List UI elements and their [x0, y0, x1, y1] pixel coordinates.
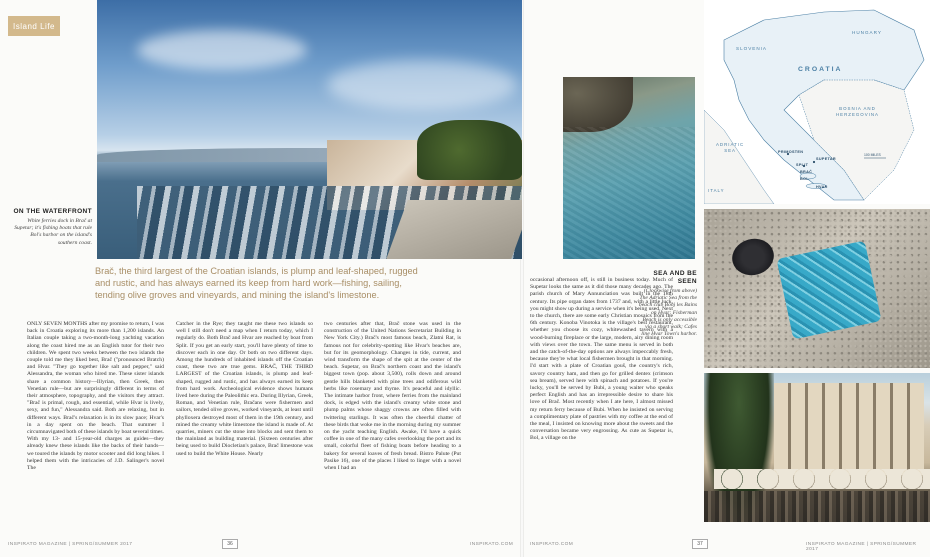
article-column-1	[27, 321, 164, 526]
map-town-split: SPLIT	[796, 163, 809, 167]
section-badge: Island Life	[8, 16, 60, 36]
map-label-bosnia-line2: HERZEGOVINA	[836, 112, 879, 117]
map-town-supetar: SUPETAR	[816, 157, 836, 161]
map-town-hvar: HVAR	[816, 185, 828, 189]
page-number-left: 36	[222, 539, 238, 549]
swim-cap	[728, 234, 778, 280]
map-graphic	[704, 0, 930, 204]
map-label-adriatic	[716, 142, 744, 154]
beach-photo	[704, 209, 930, 368]
article-column-3	[324, 321, 461, 526]
pull-quote: Brač, the third largest of the Croatian islands, is plump and leaf-shaped, rugged and rustic, and has always earned its keep from hard work—fishing, sailing, tending olive groves and vineyards, and mining the island's limestone.	[95, 266, 418, 300]
cafe-umbrellas	[714, 469, 930, 489]
harbor-photo	[97, 0, 522, 259]
footer-left: INSPIRATO MAGAZINE | SPRING/SUMMER 2017	[8, 542, 133, 547]
pier	[386, 200, 522, 259]
map-label-bosnia-line1: BOSNIA AND	[839, 106, 876, 111]
map-town-brac: BRAČ	[800, 170, 813, 174]
harbor-cafe-photo	[704, 373, 930, 522]
beach-caption	[637, 270, 697, 338]
supetar-dot	[813, 161, 815, 163]
trees	[417, 120, 522, 180]
coast-photo	[563, 77, 695, 259]
caption-body: White ferries dock in Brač at Supetar; it's fishing boats that rule Bol's harbor on the island's southern coast.	[14, 218, 92, 246]
map-label-slovenia: SLOVENIA	[736, 46, 767, 51]
map-label-bosnia	[836, 106, 879, 118]
page-number-right: 37	[692, 539, 708, 549]
building-facade	[774, 383, 924, 475]
map-label-italy: ITALY	[708, 188, 725, 193]
swim-trunks	[776, 241, 881, 340]
map-scale-label: 100 MILES	[864, 153, 881, 157]
croatia-map	[704, 0, 930, 204]
footer-left-site: INSPIRATO.COM	[470, 542, 514, 547]
column-text: ONLY SEVEN MONTHS after my promise to return, I was back in Croatia exploring its more than 1,200 islands. An Italian couple taking a two-month-long yachting vacation along the coast hired me as an English tutor for their two children. We spent two weeks between the two islands the couple told me they liked best, Brač ("pronounced Bratch) and Hvar. "They go together like salt and pepper," said Alessandra, the woman who hired me. These sister islands share a common history—Illyrian, then Greek, then Venetian rule—but are surprisingly different in terms of their atmosphere, topography, and the visitors they attract. "Brač is primal, rough, and essential, while Hvar is lively, sexy, and fun," Alessandra said. Both are relaxing, but in different ways. Brač's relaxation is in its slow pace; Hvar's in a day spent on the beach. That summer I circumnavigated both of these islands by boat several times. With my 13- and 15-year-old charges as guides—they already knew these islands like the backs of their hands—we toured the islands by motor scooter and did long hikes. I helped them with the intricacies of J.D. Salinger's novel The	[27, 321, 164, 472]
cloud	[327, 60, 517, 110]
cloud	[137, 30, 307, 70]
column-text: occasional afternoon off, is still in business today. Much of Supetar looks the same as it did those many decades ago. The parish church of Mary Annunciation was built in the 18th century. Its pipe organ dates from 1737 and, with a little luck, you might show up during a service when it's being used. Next to the church, there are some early Christian mosaics from the 6th century. Konoba Vinotoka is the village's best restaurant, whether you choose its cozy, whitewashed tavern with a wood-burning fireplace or the large, modern, airy dining room with views over the town. The same menu is served in both and the catch-of-the-day options are always impeccably fresh, because they're what local fishermen brought in that morning. I'd start with a plate of Croatian gouš, the country's rich, savory country ham, and then go for grilled dentex (crimson sea bream), served here with spinach and potatoes. If you're lucky, you'll be served by Bubi, a young waiter who speaks perfect English and has an irrepressible desire to share his love of Brač. Most recently when I ate here, I almost missed my return ferry because of Bubi. When he insisted on serving a complimentary plate of pastries with my coffee at the end of the meal, I insisted on knowing more about the sweets and the conversation became very engrossing. As cute as Supetar is, Bol, a village on the	[530, 277, 673, 442]
article-column-2	[176, 321, 313, 526]
column-text: Catcher in the Rye; they taught me these two islands so well I still don't need a map when I return today, which I regularly do. Both Brač and Hvar are reached by boat from Split. If you get an early start, you'll have plenty of time to discover each in one day. Or both on two different days. Among the hundreds of inhabited islands off the Croatian coast, these two are true gems. BRAČ, THE THIRD LARGEST of the Croatian islands, is plump and leaf-shaped, rugged and rustic, and has always earned its keep from hard work. Archeological evidence shows humans lived here during the Paleolithic era. During Illyrian, Greek, Roman, and Venetian rule, Bračans were fishermen and sailors, tended olive groves, worked vineyards, at least until phylloxera destroyed most of them in the 19th century, and mined the creamy white limestone the island is made of. At quarries, miners cut the stone into blocks and sent them to the mainland as building material. (Sixteen centuries after being used to build Diocletian's palace, Brač limestone was used to build the White House. Nearly	[176, 321, 313, 457]
caption-title: ON THE WATERFRONT	[13, 208, 92, 215]
caption-title: SEA AND BE SEEN	[653, 270, 697, 285]
map-town-primosten: PRIMOSTEN	[778, 150, 804, 154]
footer-right-site: INSPIRATO.COM	[530, 542, 574, 547]
map-label-sea-line2: SEA	[724, 148, 736, 153]
map-label-croatia: CROATIA	[798, 66, 843, 73]
map-town-bol: BOL	[800, 177, 809, 181]
column-text: two centuries after that, Brač stone was used in the construction of the United Nations Secretariat Building in New York City.) Brač's most famous beach, Zlatni Rat, is famous not for celebrity-spotting like Hvar's beaches are, but for its geomorphology. Changes in tide, current, and wind transform the shape of the spit at the center of the beach. Supetar, on Brač's northern coast and the island's biggest town (pop. about 3,500), rolls down and around gentle hills blanketed with pine trees and odiferous wild herbs like rosemary and thyme. It's peaceful and idyllic. The intimate harbor front, where ferries from the mainland dock, is edged with the island's creamy white stone and plump palms whose shaggy crowns are often filled with twittering starlings. It was often the cheerful chatter of these birds that woke me in the morning during my summer on the yacht teaching English. Awake, I'd have a quick coffee in one of the many cafes overlooking the port and its small, colorful fleet of fishing boats before heading to a bakery for several loaves of fresh bread. Bistro Palute (Put Pasike 16), one of the places I liked to linger with a novel when I had an	[324, 321, 461, 472]
cafe-crowd	[704, 491, 930, 522]
map-label-sea-line1: ADRIATIC	[716, 142, 745, 147]
caption-body: (Clockwise from above) The Adriatic Sea from the beach club Bonj les Bains on Hvar; Fisherman Beach is only accessible via a short walk; Cafes line Hvar Town's harbor.	[638, 288, 697, 338]
shallow-water	[563, 127, 695, 259]
harbor-caption	[12, 208, 92, 247]
footer-right: INSPIRATO MAGAZINE | SPRING/SUMMER 2017	[806, 542, 917, 552]
map-label-hungary: HUNGARY	[852, 30, 882, 35]
rocks	[563, 77, 633, 132]
